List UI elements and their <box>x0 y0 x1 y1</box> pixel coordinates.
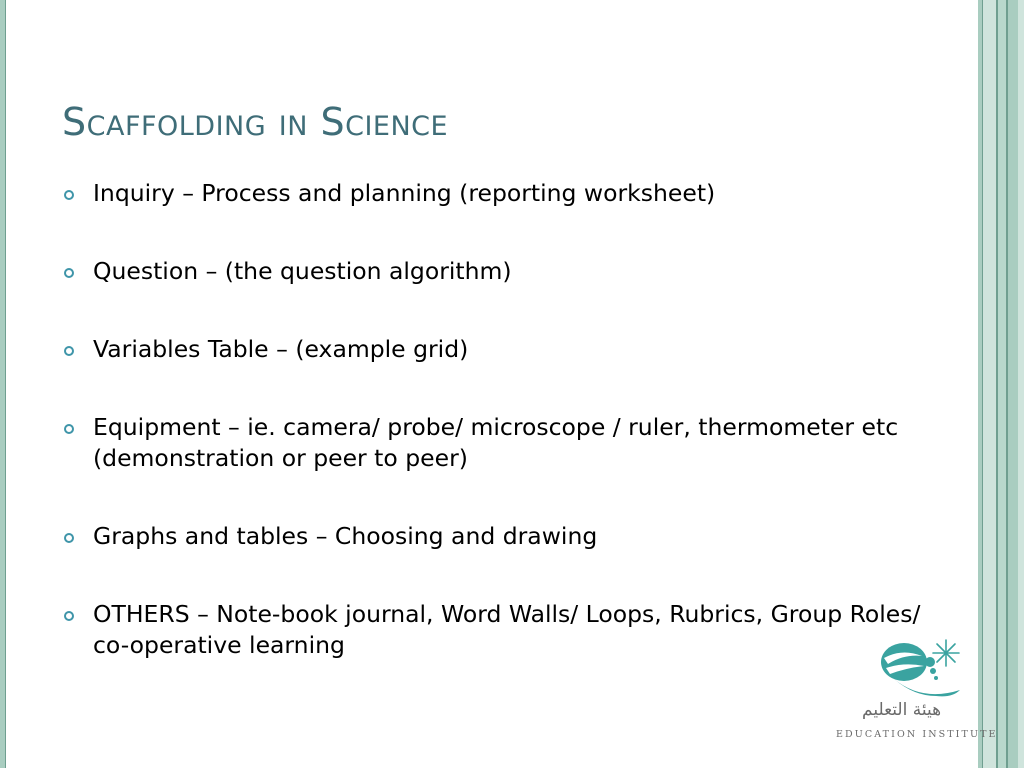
bullet-item <box>62 178 942 209</box>
bullet-text: Question – (the question algorithm) <box>93 257 512 285</box>
bullet-item <box>62 521 942 552</box>
bullet-list <box>62 178 942 708</box>
bullet-item <box>62 334 942 365</box>
bullet-item <box>62 412 942 474</box>
bullet-circle-icon <box>64 611 74 621</box>
education-institute-logo-icon <box>834 632 980 744</box>
bullet-text: Inquiry – Process and planning (reporting worksheet) <box>93 179 716 207</box>
left-border-decoration <box>0 0 5 768</box>
bullet-text: Variables Table – (example grid) <box>93 335 469 363</box>
bullet-item <box>62 256 942 287</box>
right-border-stripes <box>978 0 1024 768</box>
bullet-item <box>62 599 942 661</box>
bullet-text: Equipment – ie. camera/ probe/ microscope / ruler, thermometer etc (demonstration or peer to peer) <box>93 413 899 472</box>
bullet-circle-icon <box>64 190 74 200</box>
bullet-circle-icon <box>64 424 74 434</box>
bullet-circle-icon <box>64 346 74 356</box>
bullet-circle-icon <box>64 268 74 278</box>
bullet-circle-icon <box>64 533 74 543</box>
bullet-text: Graphs and tables – Choosing and drawing <box>93 522 598 550</box>
slide-title: Scaffolding in Science <box>62 100 449 144</box>
logo-english-text: EDUCATION INSTITUTE <box>836 729 998 740</box>
logo-arabic-text: هيئة التعليم <box>862 700 942 720</box>
bullet-text: OTHERS – Note-book journal, Word Walls/ Loops, Rubrics, Group Roles/ co-operative learning <box>93 600 921 659</box>
